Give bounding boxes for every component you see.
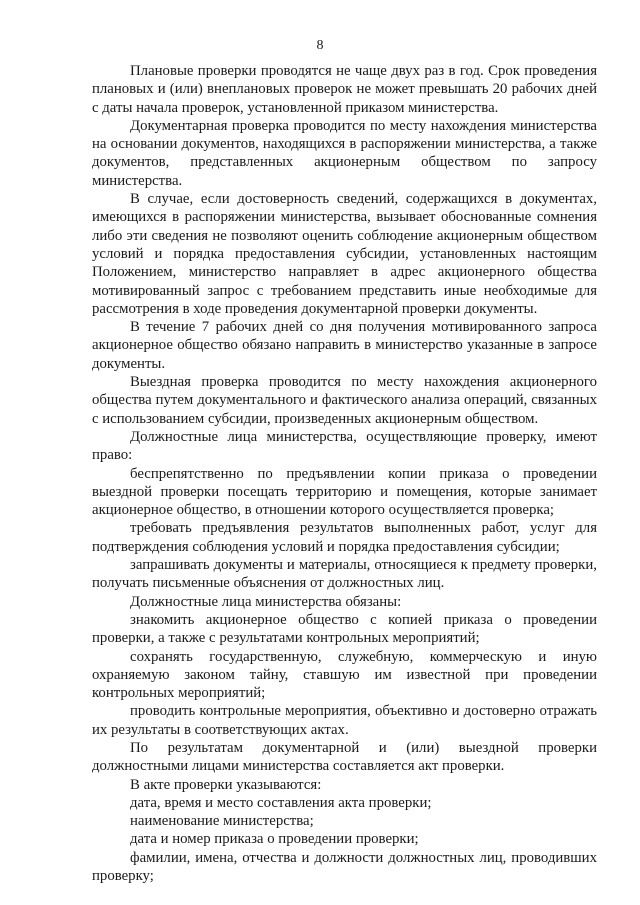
list-item: дата, время и место составления акта проверки; xyxy=(130,794,432,811)
paragraph: Плановые проверки проводятся не чаще двух раз в год. Срок проведения плановых и (или) внеплановых проверок не может превышать 20 рабочих дней с даты начала проверок, установленной приказом министерства. xyxy=(92,63,597,116)
paragraph: Выездная проверка проводится по месту нахождения акционерного общества путем документального и фактического анализа операций, связанных с использованием субсидии, произведенных акционерным обществом. xyxy=(92,374,597,427)
paragraph: Должностные лица министерства, осуществляющие проверку, имеют право: xyxy=(92,428,597,464)
list-item: проводить контрольные мероприятия, объективно и достоверно отражать их результаты в соответствующих актах. xyxy=(92,703,597,738)
paragraph: Документарная проверка проводится по месту нахождения министерства на основании документов, находящихся в распоряжении министерства, а также документов, представленных акционерным обществом по запросу министерства. xyxy=(92,117,597,189)
page-number: 8 xyxy=(316,38,324,53)
paragraph: По результатам документарной и (или) выездной проверки должностными лицами министерства составляется акт проверки. xyxy=(92,739,597,775)
document-body xyxy=(92,62,597,885)
list-item: требовать предъявления результатов выполненных работ, услуг для подтверждения соблюдения условий и порядка предоставления субсидии; xyxy=(92,520,597,555)
paragraph: В акте проверки указываются: xyxy=(130,776,322,793)
paragraph: В течение 7 рабочих дней со дня получения мотивированного запроса акционерное общество обязано направить в министерство указанные в запросе документы. xyxy=(92,319,597,372)
list-item: знакомить акционерное общество с копией приказа о проведении проверки, а также с результатами контрольных мероприятий; xyxy=(92,611,597,647)
list-item: дата и номер приказа о проведении проверки; xyxy=(130,831,419,848)
list-item: сохранять государственную, служебную, коммерческую и иную охраняемую законом тайну, ставшую им известной при проведении контрольных мероприятий; xyxy=(92,648,597,702)
list-item: фамилии, имена, отчества и должности должностных лиц, проводивших проверку; xyxy=(92,849,597,885)
list-item: наименование министерства; xyxy=(130,813,314,830)
list-item: беспрепятственно по предъявлении копии приказа о проведении выездной проверки посещать территорию и помещения, которые занимает акционерное общество, в отношении которого осуществляется проверка; xyxy=(92,465,597,519)
paragraph: В случае, если достоверность сведений, содержащихся в документах, имеющихся в распоряжении министерства, вызывает обоснованные сомнения либо эти сведения не позволяют оценить соблюдение акционерным обществом условий и порядка предоставления субсидии, установленных настоящим Положением, министерство направляет в адрес акционерного общества мотивированный запрос с требованием представить иные необходимые для рассмотрения в ходе проведения документарной проверки документы. xyxy=(92,191,597,317)
list-item: запрашивать документы и материалы, относящиеся к предмету проверки, получать письменные объяснения от должностных лиц. xyxy=(92,557,597,592)
paragraph: Должностные лица министерства обязаны: xyxy=(130,593,402,610)
